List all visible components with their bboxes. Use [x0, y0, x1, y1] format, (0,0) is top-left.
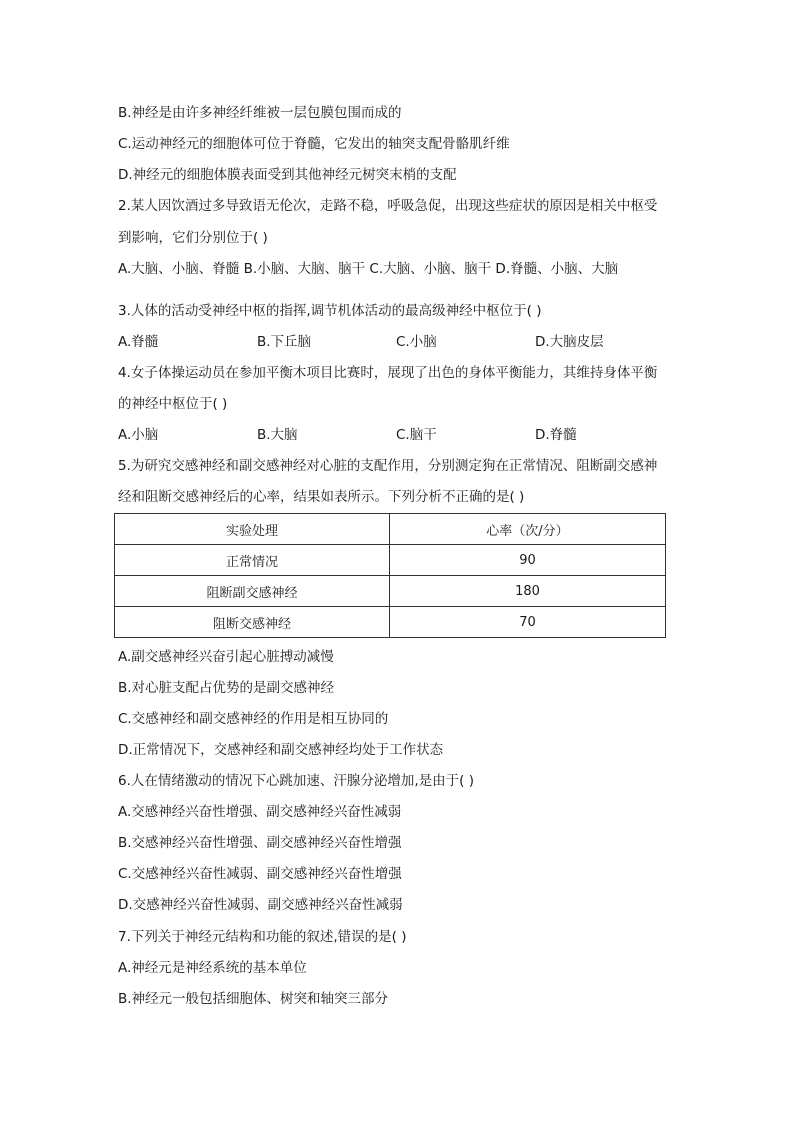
- q2-stem-line2: 到影响，它们分别位于( ): [118, 230, 268, 246]
- q4-option-c: C.脑干: [396, 427, 437, 443]
- table-row: [115, 576, 666, 607]
- q3-option-a: A.脊髓: [118, 334, 159, 350]
- table-header-cell: 心率（次/分）: [390, 514, 666, 545]
- q7-option-a: A.神经元是神经系统的基本单位: [118, 960, 307, 976]
- table-cell: 90: [390, 545, 666, 576]
- q2-options: A.大脑、小脑、脊髓 B.小脑、大脑、脑干 C.大脑、小脑、脑干 D.脊髓、小脑、大脑: [118, 261, 619, 277]
- table-header-row: [115, 514, 666, 545]
- q5-option-b: B.对心脏支配占优势的是副交感神经: [118, 680, 335, 696]
- table-row: [115, 545, 666, 576]
- q7-option-b: B.神经元一般包括细胞体、树突和轴突三部分: [118, 991, 389, 1007]
- table-cell: 正常情况: [115, 545, 390, 576]
- q4-stem-line1: 4.女子体操运动员在参加平衡木项目比赛时，展现了出色的身体平衡能力，其维持身体平衡: [118, 365, 658, 381]
- q1-option-c: C.运动神经元的细胞体可位于脊髓，它发出的轴突支配骨骼肌纤维: [118, 136, 510, 152]
- q6-option-b: B.交感神经兴奋性增强、副交感神经兴奋性增强: [118, 835, 402, 851]
- q3-option-c: C.小脑: [396, 334, 437, 350]
- q5-stem-line2: 经和阻断交感神经后的心率，结果如表所示。下列分析不正确的是( ): [118, 489, 525, 505]
- table-cell: 180: [390, 576, 666, 607]
- q5-stem-line1: 5.为研究交感神经和副交感神经对心脏的支配作用，分别测定狗在正常情况、阻断副交感神: [118, 458, 658, 474]
- q2-stem-line1: 2.某人因饮酒过多导致语无伦次，走路不稳，呼吸急促，出现这些症状的原因是相关中枢受: [118, 198, 658, 214]
- table-row: [115, 607, 666, 638]
- q5-option-c: C.交感神经和副交感神经的作用是相互协同的: [118, 711, 389, 727]
- q4-stem-line2: 的神经中枢位于( ): [118, 396, 228, 412]
- table-cell: 阻断副交感神经: [115, 576, 390, 607]
- heart-rate-table: [114, 513, 666, 638]
- q4-option-d: D.脊髓: [535, 427, 577, 443]
- table-cell: 70: [390, 607, 666, 638]
- q7-stem: 7.下列关于神经元结构和功能的叙述,错误的是( ): [118, 929, 407, 945]
- q3-option-d: D.大脑皮层: [535, 334, 604, 350]
- q6-option-a: A.交感神经兴奋性增强、副交感神经兴奋性减弱: [118, 804, 402, 820]
- q4-option-b: B.大脑: [257, 427, 298, 443]
- table-header-cell: 实验处理: [115, 514, 390, 545]
- q6-option-c: C.交感神经兴奋性减弱、副交感神经兴奋性增强: [118, 866, 402, 882]
- table-cell: 阻断交感神经: [115, 607, 390, 638]
- q5-option-d: D.正常情况下，交感神经和副交感神经均处于工作状态: [118, 742, 444, 758]
- q1-option-d: D.神经元的细胞体膜表面受到其他神经元树突末梢的支配: [118, 167, 457, 183]
- q3-stem: 3.人体的活动受神经中枢的指挥,调节机体活动的最高级神经中枢位于( ): [118, 303, 542, 319]
- q4-option-a: A.小脑: [118, 427, 159, 443]
- q1-option-b: B.神经是由许多神经纤维被一层包膜包围而成的: [118, 105, 402, 121]
- q3-option-b: B.下丘脑: [257, 334, 312, 350]
- q5-option-a: A.副交感神经兴奋引起心脏搏动减慢: [118, 649, 334, 665]
- q6-stem: 6.人在情绪激动的情况下心跳加速、汗腺分泌增加,是由于( ): [118, 773, 474, 789]
- q6-option-d: D.交感神经兴奋性减弱、副交感神经兴奋性减弱: [118, 897, 403, 913]
